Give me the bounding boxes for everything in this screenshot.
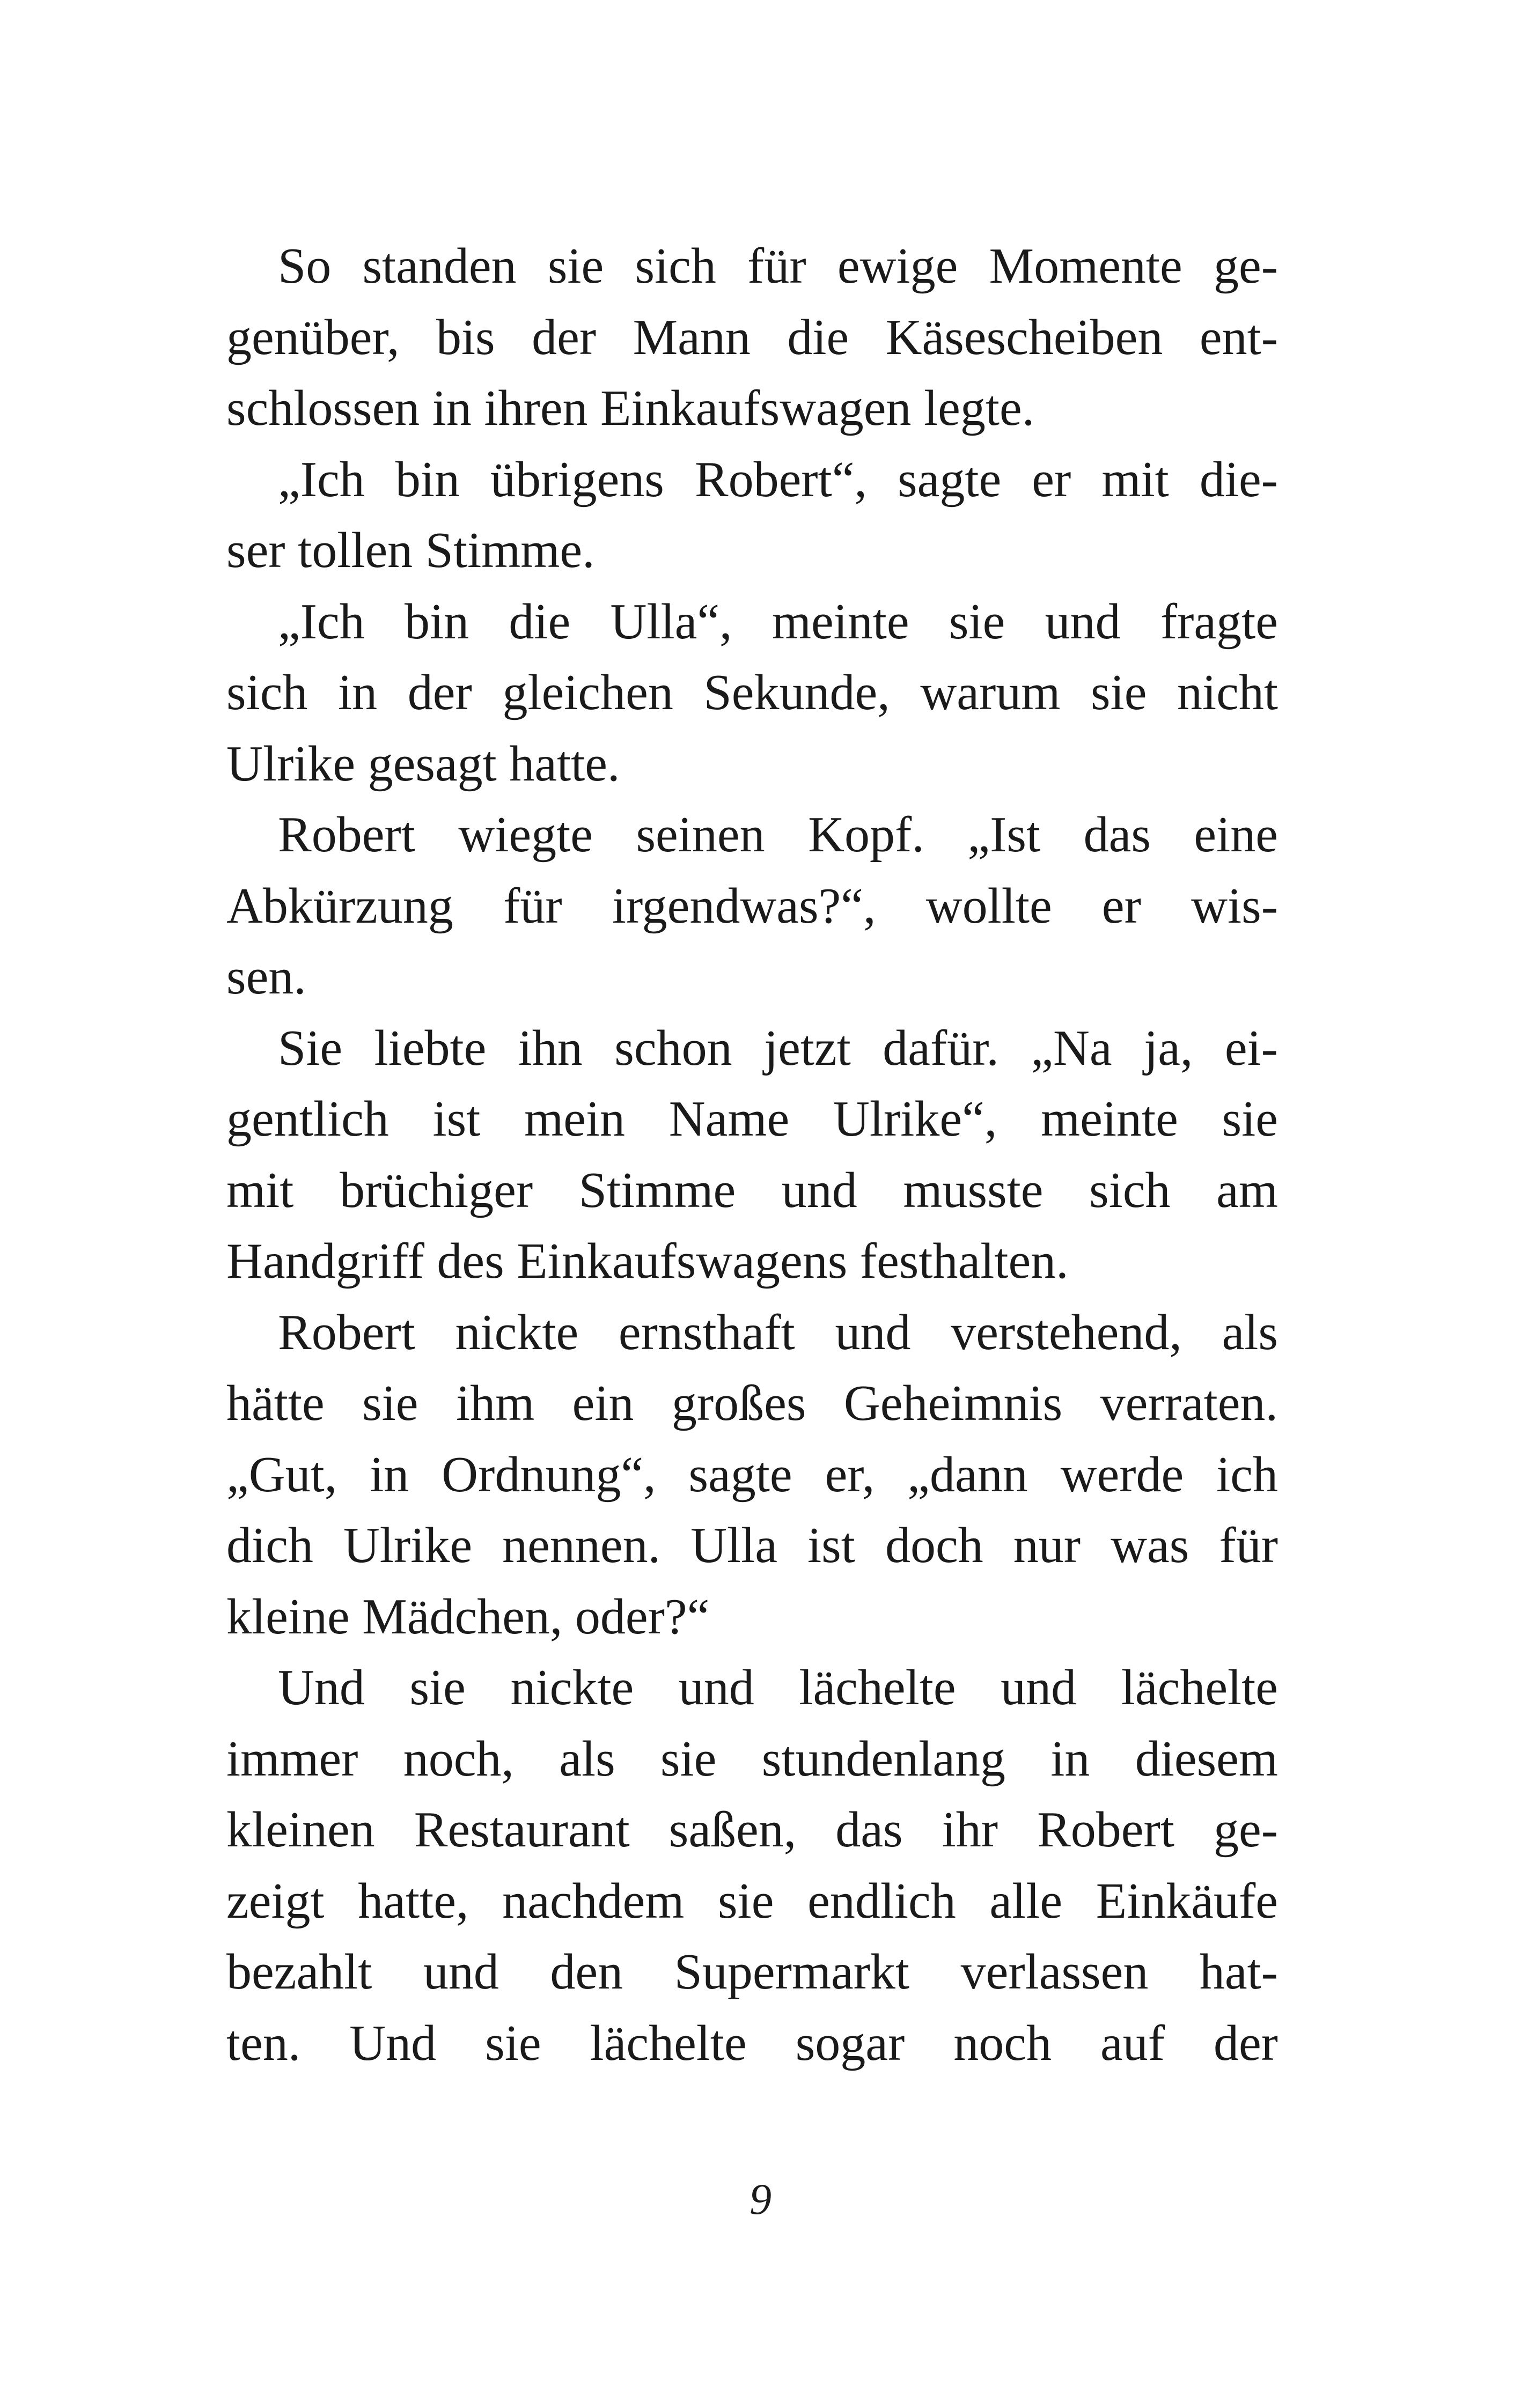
text-line: dich Ulrike nennen. Ulla ist doch nur was für <box>226 1518 1278 1573</box>
text-line: Und sie nickte und lächelte und lächelte <box>278 1660 1278 1715</box>
text-line: Robert wiegte seinen Kopf. „Ist das eine <box>278 807 1278 863</box>
text-line: ten. Und sie lächelte sogar noch auf der <box>226 2015 1278 2071</box>
text-line: ser tollen Stimme. <box>226 522 595 578</box>
text-line: gentlich ist mein Name Ulrike“, meinte sie <box>226 1091 1278 1147</box>
text-line: immer noch, als sie stundenlang in diesem <box>226 1730 1278 1787</box>
text-line: mit brüchiger Stimme und musste sich am <box>226 1162 1278 1218</box>
text-line: „Ich bin die Ulla“, meinte sie und fragte <box>278 593 1278 650</box>
text-line: zeigt hatte, nachdem sie endlich alle Einkäufe <box>226 1873 1278 1929</box>
text-line: genüber, bis der Mann die Käsescheiben ent- <box>226 309 1278 365</box>
text-line: Robert nickte ernsthaft und verstehend, als <box>278 1304 1278 1360</box>
text-line: Sie liebte ihn schon jetzt dafür. „Na ja, ei- <box>278 1020 1278 1076</box>
text-line: „Gut, in Ordnung“, sagte er, „dann werde ich <box>226 1446 1278 1503</box>
body-text <box>226 231 1278 2079</box>
text-line: kleine Mädchen, oder?“ <box>226 1588 710 1645</box>
text-line: kleinen Restaurant saßen, das ihr Robert ge- <box>226 1802 1278 1858</box>
text-line: Handgriff des Einkaufswagens festhalten. <box>226 1233 1069 1289</box>
text-line: hätte sie ihm ein großes Geheimnis verraten. <box>226 1375 1278 1431</box>
text-line: bezahlt und den Supermarkt verlassen hat- <box>226 1944 1278 2000</box>
text-line: Abkürzung für irgendwas?“, wollte er wis- <box>226 878 1278 934</box>
text-line: Ulrike gesagt hatte. <box>226 735 620 792</box>
text-line: „Ich bin übrigens Robert“, sagte er mit die- <box>278 451 1278 507</box>
text-line: sen. <box>226 949 306 1005</box>
text-line: So standen sie sich für ewige Momente ge- <box>278 238 1278 294</box>
text-line: schlossen in ihren Einkaufswagen legte. <box>226 380 1035 436</box>
page-number: 9 <box>750 2175 771 2223</box>
text-line: sich in der gleichen Sekunde, warum sie nicht <box>226 665 1278 720</box>
